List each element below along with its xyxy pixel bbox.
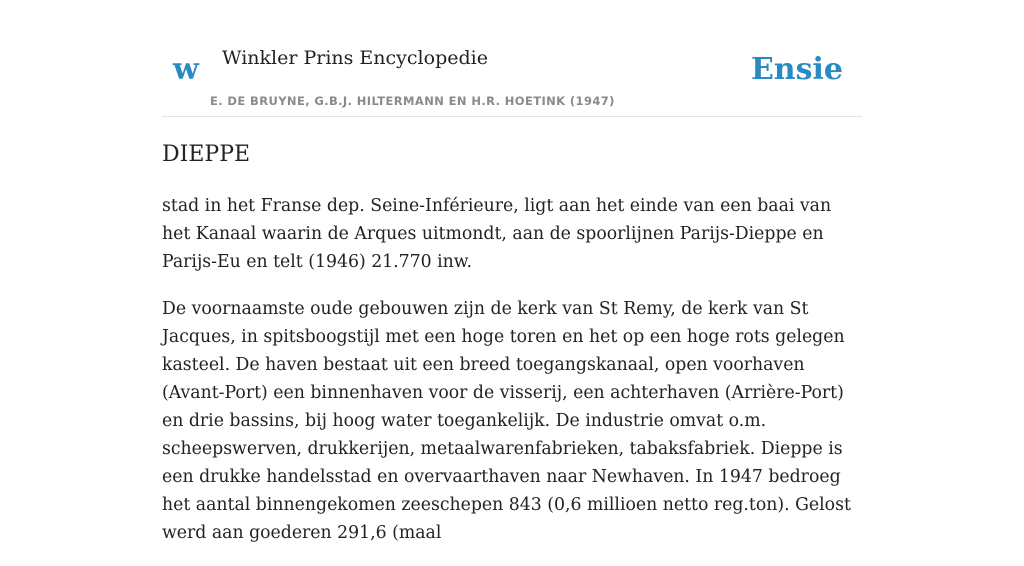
book-logo[interactable]: w — [173, 52, 199, 87]
article-paragraph: stad in het Franse dep. Seine-Inférieure, ligt aan het einde van een baai van het Kanaal waarin de Arques uitmondt, aan de spoorlijnen Parijs-Dieppe en Parijs-Eu en telt (1946) 21.770 inw. — [162, 196, 832, 272]
book-title[interactable]: Winkler Prins Encyclopedie — [222, 47, 488, 69]
article-title: DIEPPE — [162, 142, 251, 167]
article-body — [162, 192, 862, 566]
book-authors: E. DE BRUYNE, G.B.J. HILTERMANN EN H.R. HOETINK (1947) — [210, 94, 615, 108]
article-paragraph: De voornaamste oude gebouwen zijn de kerk van St Remy, de kerk van St Jacques, in spitsboogstijl met een hoge toren en het op een hoge rots gelegen kasteel. De haven bestaat uit een breed toegangskanaal, open voorhaven (Avant-Port) een binnenhaven voor de visserij, een achterhaven (Arrière-Port) en drie bassins, bij hoog water toegankelijk. De industrie omvat o.m. scheepswerven, drukkerijen, metaalwarenfabrieken, tabaksfabriek. Dieppe is een drukke handelsstad en overvaarthaven naar Newhaven. In 1947 bedroeg het aantal binnengekomen zeeschepen 843 (0,6 millioen netto reg.ton). Gelost werd aan goederen 291,6 (maal — [162, 299, 851, 543]
brand-logo[interactable]: Ensie — [750, 52, 843, 87]
header — [162, 0, 862, 117]
